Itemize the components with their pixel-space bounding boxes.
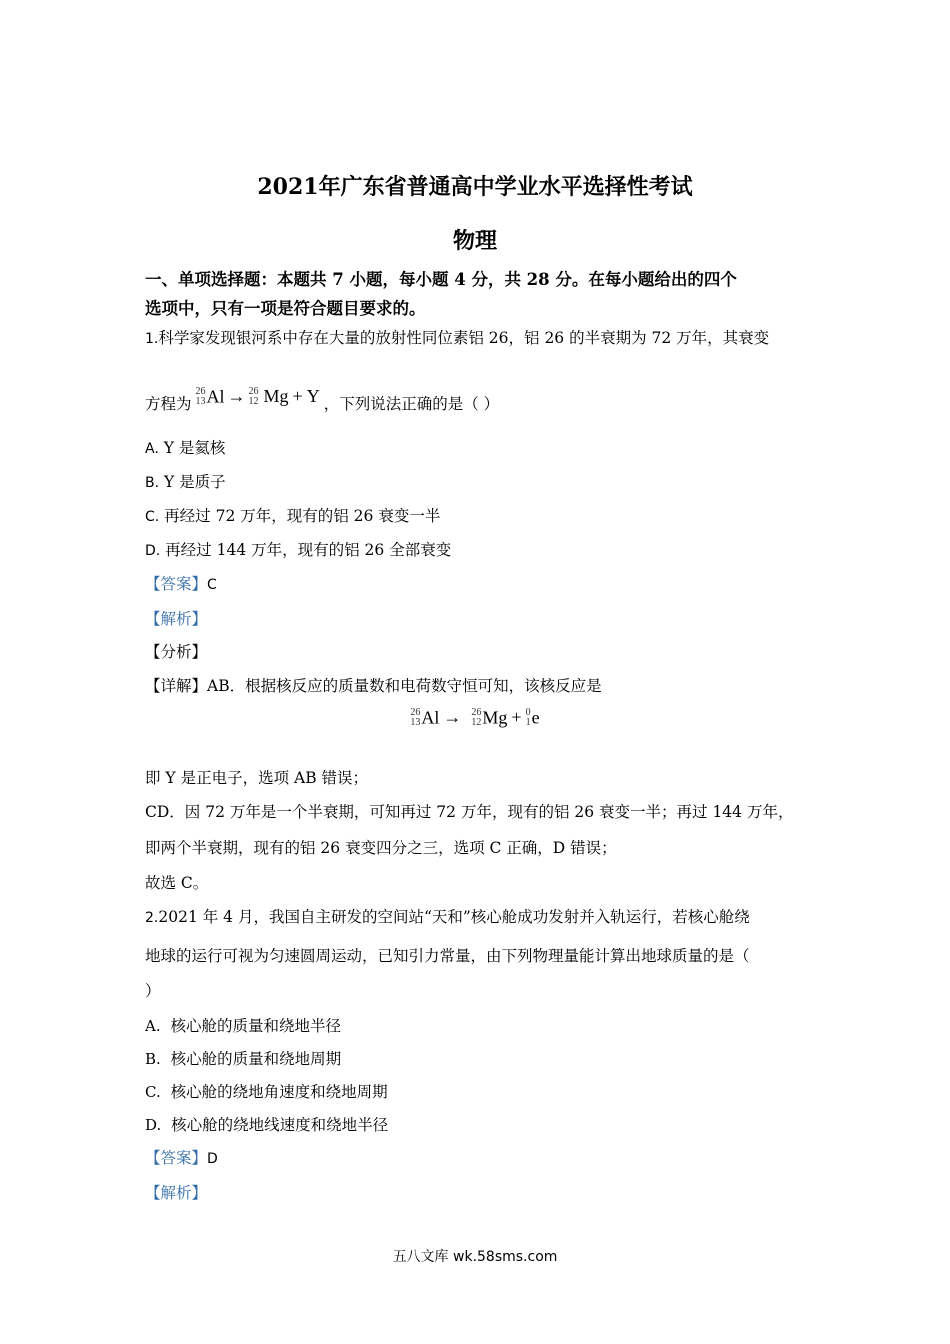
q1-answer-tag: 【答案】 [145, 575, 208, 593]
q1-option-b-text: Y 是质子 [164, 473, 226, 491]
section-header-line1: 一、单项选择题：本题共 7 小题，每小题 4 分，共 28 分。在每小题给出的四个 [145, 270, 737, 289]
q1-stem-text: 科学家发现银河系中存在大量的放射性同位素铝 26，铝 26 的半衰期为 72 万年，其衰变 [158, 329, 770, 347]
q1-detail-line1 [145, 674, 602, 696]
q1-option-a [145, 436, 225, 458]
q1-option-d [145, 538, 451, 560]
q2-option-a [145, 1014, 341, 1036]
q1-option-c-label: C. [145, 509, 160, 525]
q1-fenxi-tag: 【分析】 [145, 643, 208, 661]
q1-reaction-equation [0, 706, 950, 728]
q2-option-a-text: 核心舱的质量和绕地半径 [170, 1017, 341, 1035]
q1-eq-y: Y [306, 385, 320, 406]
q1-eq2-mg: 26 12 Mg [471, 706, 508, 728]
q1-eq2-al: 26 13 Al [410, 706, 440, 728]
q2-option-c-label: C. [145, 1083, 161, 1101]
q1-eq-al: 26 13 Al [195, 385, 225, 407]
q1-eq-mg: 26 12 Mg [248, 385, 289, 407]
q1-option-c [145, 504, 440, 526]
q2-stem-line3: ） [145, 982, 161, 1000]
q1-eq-arrow: → [227, 385, 246, 406]
q2-option-b [145, 1047, 341, 1069]
q2-stem-line2: 地球的运行可视为匀速圆周运动，已知引力常量，由下列物理量能计算出地球质量的是（ [145, 947, 750, 965]
q1-detail-line2: 即 Y 是正电子，选项 AB 错误； [145, 769, 369, 787]
q1-option-a-label: A. [145, 441, 159, 457]
q1-detail-line4: 即两个半衰期，现有的铝 26 衰变四分之三，选项 C 正确，D 错误； [145, 839, 617, 857]
q1-option-a-text: Y 是氦核 [163, 439, 226, 457]
q1-option-d-label: D. [145, 543, 161, 559]
q1-eq2-plus: + [511, 706, 522, 727]
q1-analysis-tag: 【解析】 [145, 610, 208, 628]
q2-stem-text: 2021 年 4 月，我国自主研发的空间站“天和”核心舱成功发射并入轨运行，若核心舱绕 [158, 908, 750, 926]
q1-detail-tag: 【详解】 [145, 677, 208, 695]
q2-option-b-label: B. [145, 1050, 161, 1068]
q2-option-a-label: A. [145, 1017, 161, 1035]
q2-stem-line1 [145, 905, 750, 927]
q2-answer-tag: 【答案】 [145, 1149, 208, 1167]
q2-option-d-text: 核心舱的绕地线速度和绕地半径 [171, 1116, 389, 1134]
q2-option-c-text: 核心舱的绕地角速度和绕地周期 [170, 1083, 388, 1101]
q1-option-c-text: 再经过 72 万年，现有的铝 26 衰变一半 [164, 507, 441, 525]
q1-stem-prefix: 方程为 [145, 395, 192, 413]
q2-analysis-tag: 【解析】 [145, 1184, 208, 1202]
q1-detail-line5: 故选 C。 [145, 874, 209, 892]
document-title: 2021年广东省普通高中学业水平选择性考试 [257, 174, 693, 200]
q1-stem-line2 [145, 378, 499, 414]
q1-option-b [145, 470, 226, 492]
q1-option-d-text: 再经过 144 万年，现有的铝 26 全部衰变 [165, 541, 452, 559]
q2-answer [145, 1146, 218, 1168]
q1-option-b-label: B. [145, 475, 160, 491]
q1-eq-plus: + [292, 385, 303, 406]
q1-detail-text: AB．根据核反应的质量数和电荷数守恒可知，该核反应是 [207, 677, 602, 695]
q1-stem-line1 [145, 326, 769, 348]
q2-number: 2. [145, 910, 159, 926]
q1-answer-value: C [207, 577, 217, 593]
q1-eq2-arrow: → [443, 706, 462, 727]
footer-watermark: 五八文库 wk.58sms.com [392, 1249, 558, 1265]
q1-decay-equation [196, 385, 320, 407]
q1-answer [145, 572, 217, 594]
q1-stem-suffix: ，下列说法正确的是（ ） [323, 395, 500, 413]
q2-option-d [145, 1113, 388, 1135]
q1-number: 1. [145, 331, 159, 347]
q1-detail-line3: CD．因 72 万年是一个半衰期，可知再过 72 万年，现有的铝 26 衰变一半；再过 144 万年， [145, 803, 794, 821]
q2-answer-value: D [207, 1151, 218, 1167]
section-header-line2: 选项中，只有一项是符合题目要求的。 [145, 299, 426, 318]
q1-eq2-e: 0 1 e [525, 706, 540, 728]
q2-option-b-text: 核心舱的质量和绕地周期 [170, 1050, 342, 1068]
subject-title: 物理 [452, 228, 497, 254]
q2-option-d-label: D. [145, 1116, 162, 1134]
q2-option-c [145, 1080, 388, 1102]
